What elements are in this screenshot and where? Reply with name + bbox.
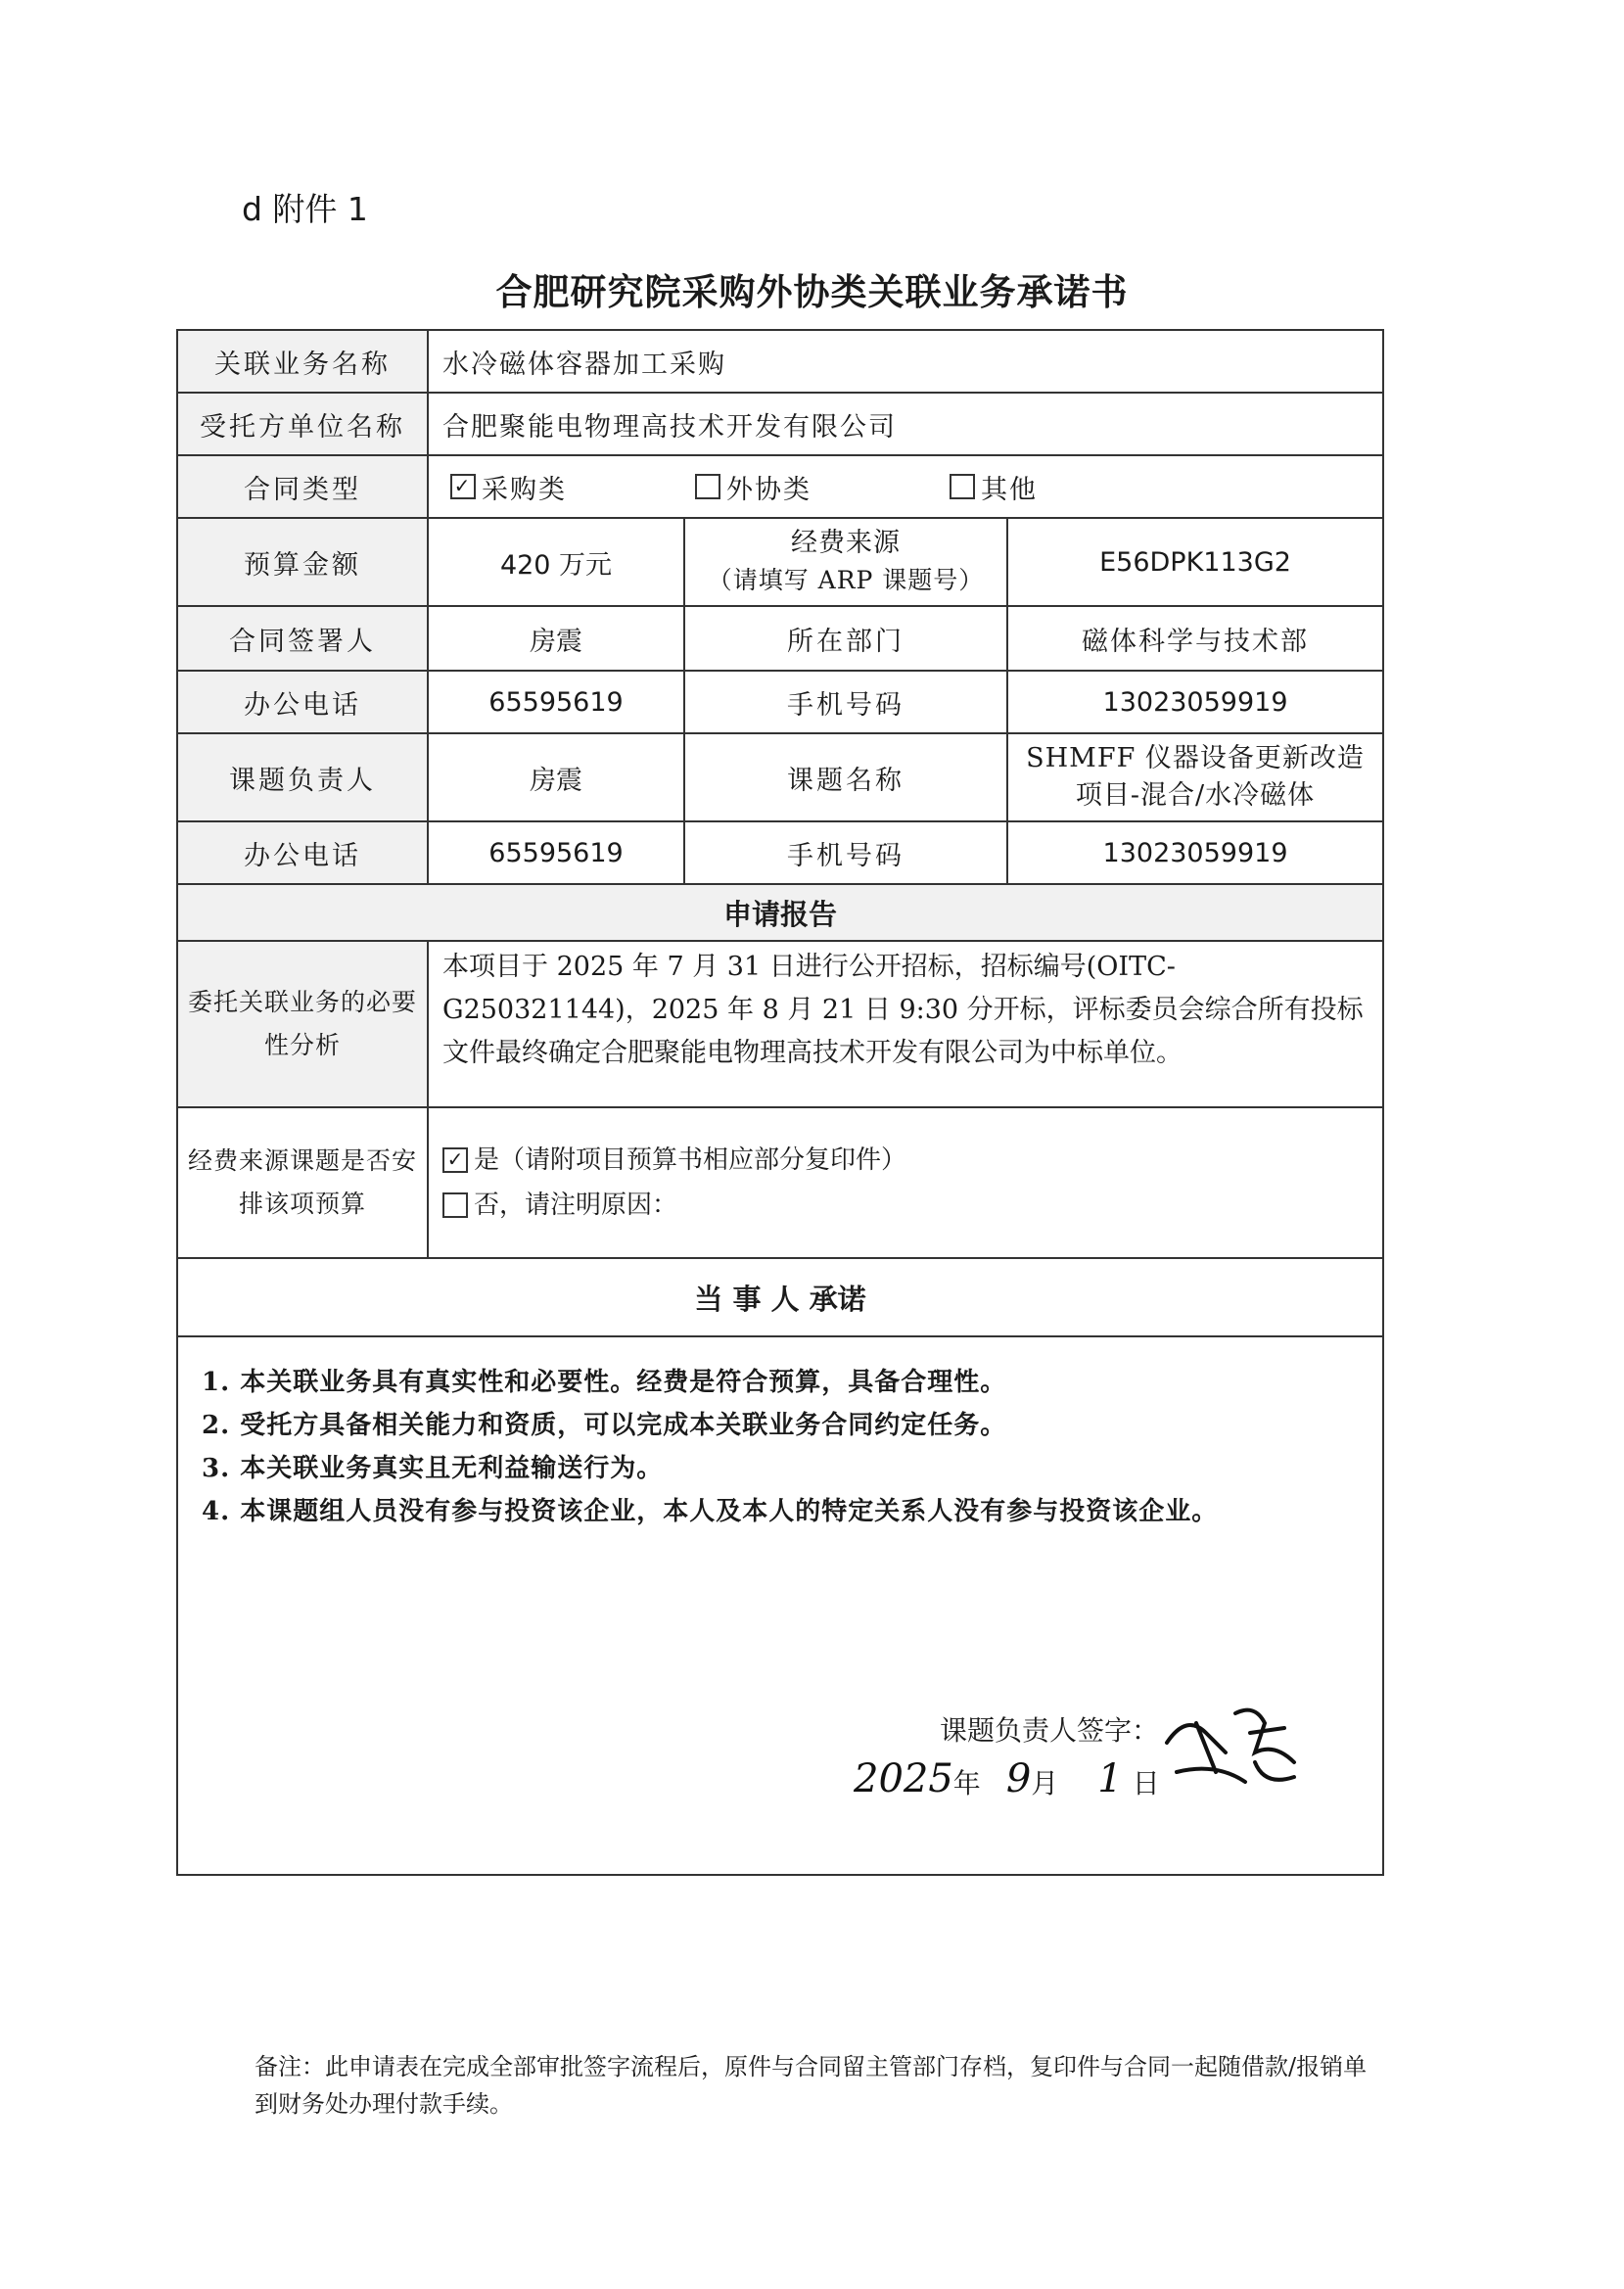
commitment-item: 4. 本课题组人员没有参与投资该企业，本人及本人的特定关系人没有参与投资该企业。 <box>202 1497 1219 1526</box>
contract-type-options <box>428 455 1383 518</box>
row-office-phone-1 <box>177 671 1383 733</box>
checkbox-purchase[interactable]: ✓ <box>450 474 476 499</box>
option-purchase-label: 采购类 <box>482 474 567 505</box>
mobile-1-value: 13023059919 <box>1007 671 1383 733</box>
department-value: 磁体科学与技术部 <box>1007 606 1383 671</box>
necessity-label: 委托关联业务的必要性分析 <box>177 941 428 1107</box>
budget-arranged-options <box>428 1107 1383 1258</box>
signature-label: 课题负责人签字： <box>940 1714 1160 1747</box>
budget-arranged-label: 经费来源课题是否安排该项预算 <box>177 1107 428 1258</box>
fund-source-label-line1: 经费来源 <box>791 528 901 558</box>
mobile-2-label: 手机号码 <box>684 821 1007 884</box>
fund-source-label-line2: （请填写 ARP 课题号） <box>707 566 985 594</box>
row-budget <box>177 518 1383 606</box>
fund-source-label <box>684 518 1007 606</box>
date-day-unit: 日 <box>1132 1767 1160 1799</box>
checkbox-no[interactable] <box>442 1192 468 1218</box>
checkbox-yes[interactable]: ✓ <box>442 1147 468 1173</box>
business-name-value: 水冷磁体容器加工采购 <box>428 330 1383 393</box>
project-name-value <box>1007 733 1383 821</box>
department-label: 所在部门 <box>684 606 1007 671</box>
footnote: 备注：此申请表在完成全部审批签字流程后，原件与合同留主管部门存档，复印件与合同一起随借款/报销单到财务处办理付款手续。 <box>255 2053 1368 2118</box>
row-signer <box>177 606 1383 671</box>
fund-source-value: E56DPK113G2 <box>1007 518 1383 606</box>
row-contract-type <box>177 455 1383 518</box>
handwritten-signature <box>1157 1694 1304 1808</box>
entrusted-unit-value: 合肥聚能电物理高技术开发有限公司 <box>428 393 1383 455</box>
project-name-line1: SHMFF 仪器设备更新改造 <box>1026 743 1365 773</box>
budget-value: 420 万元 <box>428 518 684 606</box>
mobile-1-label: 手机号码 <box>684 671 1007 733</box>
commitment-section-title: 当 事 人 承诺 <box>177 1258 1383 1336</box>
date-year-unit: 年 <box>952 1767 981 1799</box>
date-day: 1 <box>1097 1756 1123 1801</box>
row-commitment-body <box>177 1336 1383 1875</box>
commitment-list <box>192 1361 1369 1533</box>
commitment-item: 3. 本关联业务真实且无利益输送行为。 <box>202 1454 664 1483</box>
project-name-line2: 项目-混合/水冷磁体 <box>1075 780 1316 811</box>
option-purchase[interactable] <box>450 468 695 506</box>
mobile-2-value: 13023059919 <box>1007 821 1383 884</box>
row-entrusted-unit <box>177 393 1383 455</box>
checkbox-outsourcing[interactable] <box>695 474 720 499</box>
option-yes[interactable] <box>442 1138 1374 1183</box>
row-office-phone-2 <box>177 821 1383 884</box>
necessity-text: 本项目于 2025 年 7 月 31 日进行公开招标，招标编号(OITC-G250321144)，2025 年 8 月 21 日 9:30 分开标，评标委员会综合所有投标文件最终确定合肥聚能电物理高技术开发有限公司为中标单位。 <box>428 941 1383 1107</box>
commitment-body <box>177 1336 1383 1875</box>
row-budget-arranged <box>177 1107 1383 1258</box>
office-phone-2-value: 65595619 <box>428 821 684 884</box>
entrusted-unit-label: 受托方单位名称 <box>177 393 428 455</box>
signer-label: 合同签署人 <box>177 606 428 671</box>
option-other[interactable] <box>950 468 1038 506</box>
project-name-label: 课题名称 <box>684 733 1007 821</box>
option-yes-label: 是（请附项目预算书相应部分复印件） <box>474 1145 907 1175</box>
row-commitment-title <box>177 1258 1383 1336</box>
commitment-item: 2. 受托方具备相关能力和资质，可以完成本关联业务合同约定任务。 <box>202 1411 1007 1440</box>
document-title: 合肥研究院采购外协类关联业务承诺书 <box>495 271 1129 313</box>
application-section-title: 申请报告 <box>177 884 1383 941</box>
commitment-item: 1. 本关联业务具有真实性和必要性。经费是符合预算，具备合理性。 <box>202 1368 1007 1397</box>
business-name-label: 关联业务名称 <box>177 330 428 393</box>
date-year: 2025 <box>854 1756 953 1801</box>
contract-type-label: 合同类型 <box>177 455 428 518</box>
project-leader-label: 课题负责人 <box>177 733 428 821</box>
project-leader-value: 房震 <box>428 733 684 821</box>
date-month-unit: 月 <box>1031 1767 1059 1799</box>
checkbox-other[interactable] <box>950 474 975 499</box>
office-phone-2-label: 办公电话 <box>177 821 428 884</box>
signer-value: 房震 <box>428 606 684 671</box>
office-phone-1-label: 办公电话 <box>177 671 428 733</box>
commitment-form <box>176 329 1384 1876</box>
date-month: 9 <box>1005 1756 1032 1801</box>
office-phone-1-value: 65595619 <box>428 671 684 733</box>
option-no[interactable] <box>442 1183 1374 1228</box>
row-necessity <box>177 941 1383 1107</box>
option-no-label: 否，请注明原因： <box>474 1191 678 1220</box>
row-application-title <box>177 884 1383 941</box>
row-business-name <box>177 330 1383 393</box>
budget-label: 预算金额 <box>177 518 428 606</box>
signature-date <box>854 1756 1160 1801</box>
row-project-leader <box>177 733 1383 821</box>
option-other-label: 其他 <box>981 474 1038 505</box>
option-outsourcing-label: 外协类 <box>726 474 812 505</box>
attachment-label: d 附件 1 <box>242 190 368 228</box>
option-outsourcing[interactable] <box>695 468 950 506</box>
